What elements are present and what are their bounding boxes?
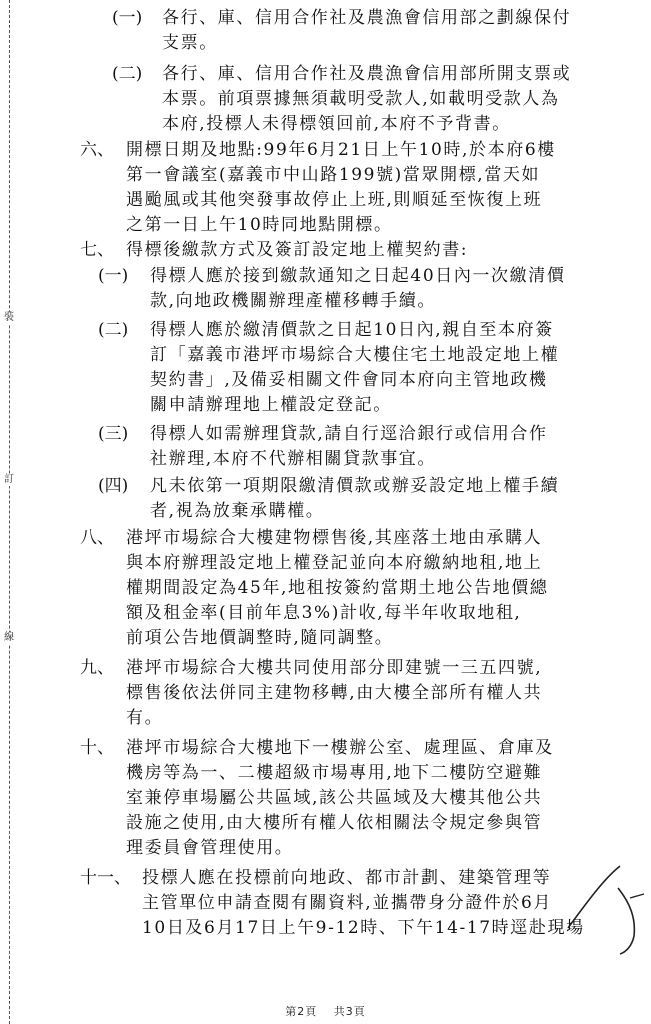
text-line: 得標人如需辦理貸款,請自行逕洽銀行或信用合作 [150, 424, 548, 444]
paragraph [150, 318, 559, 418]
section-number: 八、 [80, 528, 114, 548]
text-line: 之第一日上午10時同地點開標。 [126, 215, 393, 235]
text-line: 權期間設定為45年,地租按簽約當期土地公告地價總 [126, 578, 549, 598]
section-number: 十一、 [80, 868, 131, 888]
text-line: 設施之使用,由大樓所有權人依相關法令規定參與管 [126, 813, 543, 833]
binding-margin-line [9, 0, 10, 1024]
text-line: 港坪市場綜合大樓共同使用部分即建號一三五四號, [126, 658, 543, 678]
paragraph [126, 526, 548, 651]
paragraph [126, 238, 468, 263]
paragraph [162, 62, 571, 137]
page-footer [0, 1003, 651, 1019]
text-line: 各行、庫、信用合作社及農漁會信用部之劃線保付 [162, 8, 572, 28]
text-line: 款,向地政機關辦理產權移轉手續。 [150, 291, 437, 311]
item-number: (一) [98, 266, 129, 286]
paragraph [150, 422, 548, 472]
text-line: 標售後依法併同主建物移轉,由大樓全部所有權人共 [126, 683, 543, 703]
text-line: 理委員會管理使用。 [126, 838, 294, 858]
binding-char-zhuang: 裝 [4, 312, 14, 323]
text-line: 支票。 [162, 33, 218, 53]
item-number: (二) [98, 320, 129, 340]
binding-char-xian: 線 [4, 632, 14, 643]
text-line: 10日及6月17日上午9-12時、下午14-17時逕赴現場 [142, 918, 585, 938]
text-line: 者,視為放棄承購權。 [150, 501, 325, 521]
paragraph [126, 656, 542, 731]
page-number: 第2頁 [285, 1005, 318, 1018]
text-line: 本票。前項票據無須載明受款人,如載明受款人為 [162, 89, 560, 109]
text-line: 有。 [126, 708, 164, 728]
text-line: 各行、庫、信用合作社及農漁會信用部所開支票或 [162, 64, 572, 84]
section-number: 十、 [80, 738, 114, 758]
text-line: 投標人應在投標前向地政、都市計劃、建築管理等 [142, 868, 552, 888]
paragraph [150, 264, 565, 314]
text-line: 與本府辦理設定地上權登記並向本府繳納地租,地上 [126, 553, 543, 573]
text-line: 凡未依第一項期限繳清價款或辦妥設定地上權手續 [150, 476, 560, 496]
text-line: 機房等為一、二樓超級市場專用,地下二樓防空避難 [126, 763, 543, 783]
text-line: 契約書」,及備妥相關文件會同本府向主管地政機 [150, 370, 548, 390]
text-line: 遇颱風或其他突發事故停止上班,則順延至恢復上班 [126, 190, 543, 210]
text-line: 訂「嘉義市港坪市場綜合大樓住宅土地設定地上權 [150, 345, 560, 365]
section-number: 六、 [80, 140, 114, 160]
text-line: 本府,投標人未得標領回前,本府不予背書。 [162, 114, 511, 134]
text-line: 港坪市場綜合大樓地下一樓辦公室、處理區、倉庫及 [126, 738, 554, 758]
paragraph [142, 866, 585, 941]
text-line: 得標人應於繳清價款之日起10日內,親自至本府簽 [150, 320, 554, 340]
binding-char-ding: 訂 [4, 474, 14, 485]
text-line: 主管單位申請查閱有關資料,並攜帶身分證件於6月 [142, 893, 553, 913]
item-number: (三) [98, 424, 129, 444]
section-number: 七、 [80, 240, 114, 260]
paragraph [162, 6, 571, 56]
text-line: 社辦理,本府不代辦相關貸款事宜。 [150, 449, 437, 469]
paragraph [126, 138, 556, 238]
page-total: 共3頁 [333, 1005, 366, 1018]
text-line: 額及租金率(目前年息3%)計收,每半年收取地租, [126, 603, 522, 623]
section-number: 九、 [80, 658, 114, 678]
paragraph [126, 736, 554, 861]
text-line: 第一會議室(嘉義市中山路199號)當眾開標,當天如 [126, 165, 541, 185]
item-number: (二) [112, 64, 143, 84]
text-line: 室兼停車場屬公共區域,該公共區域及大樓其他公共 [126, 788, 543, 808]
text-line: 港坪市場綜合大樓建物標售後,其座落土地由承購人 [126, 528, 543, 548]
text-line: 得標後繳款方式及簽訂設定地上權契約書: [126, 240, 469, 260]
text-line: 開標日期及地點:99年6月21日上午10時,於本府6樓 [126, 140, 556, 160]
paragraph [150, 474, 559, 524]
handwritten-mark [560, 858, 650, 958]
text-line: 關申請辦理地上權設定登記。 [150, 395, 392, 415]
item-number: (四) [98, 476, 129, 496]
text-line: 前項公告地價調整時,隨同調整。 [126, 628, 394, 648]
item-number: (一) [112, 8, 143, 28]
text-line: 得標人應於接到繳款通知之日起40日內一次繳清價 [150, 266, 566, 286]
